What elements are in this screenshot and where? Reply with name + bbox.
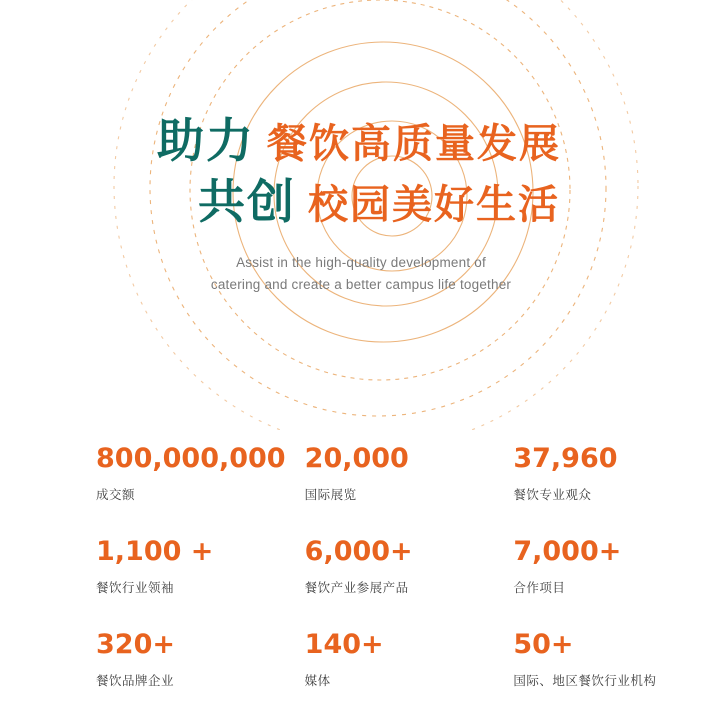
stat-item xyxy=(96,432,305,525)
stat-value: 20,000 xyxy=(304,443,409,474)
stat-label: 餐饮品牌企业 xyxy=(96,672,175,688)
stat-value: 7,000+ xyxy=(513,536,622,567)
stat-item xyxy=(96,618,305,711)
subtitle-line-2: catering and create a better campus life together xyxy=(210,277,512,293)
statistics-grid xyxy=(0,432,722,711)
headline-line-2 xyxy=(36,175,722,230)
stat-item xyxy=(513,525,722,618)
stat-label: 餐饮产业参展产品 xyxy=(304,579,409,595)
stat-label: 餐饮行业领袖 xyxy=(96,579,175,595)
stat-value: 6,000+ xyxy=(304,536,413,567)
stat-item xyxy=(513,432,722,525)
stat-value: 1,100 + xyxy=(96,536,214,567)
stat-value: 320+ xyxy=(96,629,175,660)
headline-line-1 xyxy=(0,114,722,169)
stat-item xyxy=(305,618,514,711)
stat-value: 50+ xyxy=(513,629,574,660)
stat-item xyxy=(305,525,514,618)
stat-value: 800,000,000 xyxy=(96,443,286,474)
subtitle xyxy=(0,252,722,297)
stat-value: 140+ xyxy=(304,629,384,660)
headline-line-2-rest: 校园美好生活 xyxy=(308,182,560,228)
stat-value: 37,960 xyxy=(513,443,618,474)
stat-label: 国际、地区餐饮行业机构 xyxy=(513,672,657,688)
stat-label: 成交额 xyxy=(96,486,136,502)
stat-label: 国际展览 xyxy=(304,486,357,502)
headline-line-2-highlight: 共创 xyxy=(198,175,296,230)
stat-item xyxy=(96,525,305,618)
stat-label: 合作项目 xyxy=(513,579,566,595)
stat-label: 餐饮专业观众 xyxy=(513,486,592,502)
stat-label: 媒体 xyxy=(304,672,331,688)
headline-line-1-highlight: 助力 xyxy=(157,114,255,169)
subtitle-line-1: Assist in the high-quality development of xyxy=(236,255,486,270)
headline-block xyxy=(0,114,722,230)
headline-line-1-rest: 餐饮高质量发展 xyxy=(267,121,561,167)
stat-item xyxy=(305,432,514,525)
stat-item xyxy=(513,618,722,711)
